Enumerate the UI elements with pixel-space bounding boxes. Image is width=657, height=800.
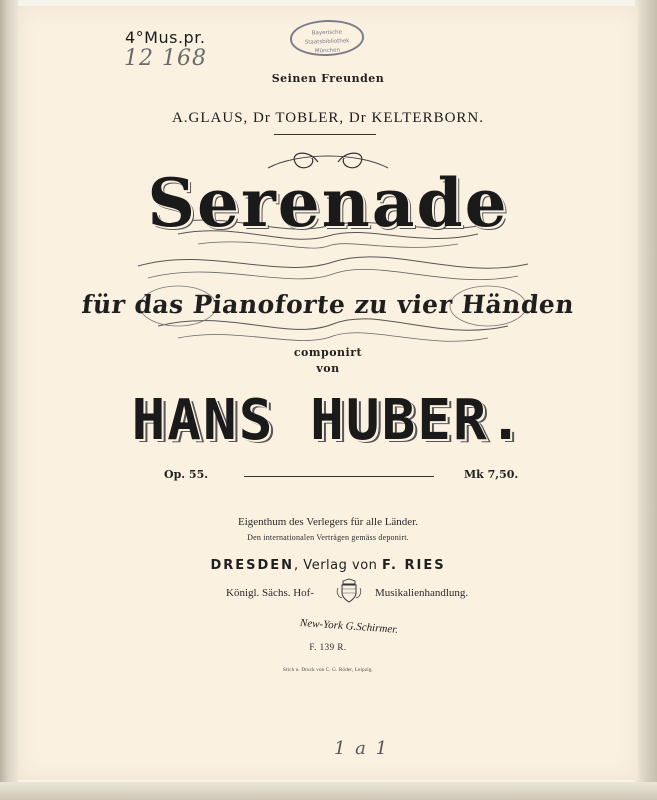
plate-number: F. 139 R.: [309, 642, 347, 652]
scan-edge-right: [635, 0, 657, 800]
handwritten-bottom: 1 a 1: [334, 738, 390, 759]
scan-edge-bottom: [0, 782, 657, 800]
printer-line: Stich u. Druck von C. G. Röder, Leipzig.: [282, 668, 373, 673]
new-york-agent: New-York G.Schirmer.: [299, 617, 399, 636]
publisher-line: [18, 558, 638, 573]
rights-line-1: Eigenthum des Verlegers für alle Länder.: [237, 516, 418, 528]
dedication-line-1: Seinen Freunden: [271, 72, 385, 85]
shelfmark: 4°Mus.pr.: [125, 28, 206, 47]
price: Mk 7,50.: [464, 468, 519, 481]
stamp-line-3: München: [314, 47, 341, 55]
publisher-name: F. RIES: [382, 558, 446, 573]
scan-edge-left: [0, 0, 18, 800]
work-subtitle: für das Pianoforte zu vier Händen: [80, 290, 576, 319]
work-title: Serenade: [147, 164, 509, 242]
court-supplier-left: Königl. Sächs. Hof-: [226, 587, 314, 599]
von-label: von: [316, 362, 340, 375]
publisher-text: , Verlag von: [294, 558, 383, 573]
library-stamp: [289, 19, 364, 58]
dedication-line-2: A.GLAUS, Dr TOBLER, Dr KELTERBORN.: [171, 110, 485, 126]
opus-price-rule: [244, 476, 434, 477]
handwritten-number: 12 168: [124, 46, 207, 71]
composer-name: HANS HUBER.: [131, 388, 525, 453]
stamp-line-2: Staatsbibliothek: [304, 38, 350, 46]
componirt-label: componirt: [293, 346, 363, 359]
dedication-rule: [274, 134, 376, 135]
crest-icon: [336, 578, 362, 604]
title-page: [18, 6, 638, 780]
opus-number: Op. 55.: [164, 468, 209, 481]
court-supplier-right: Musikalienhandlung.: [375, 587, 469, 599]
stamp-line-1: Bayerische: [311, 29, 343, 37]
rights-line-2: Den internationalen Verträgen gemäss deponirt.: [247, 533, 409, 542]
publisher-city: DRESDEN: [210, 558, 295, 573]
